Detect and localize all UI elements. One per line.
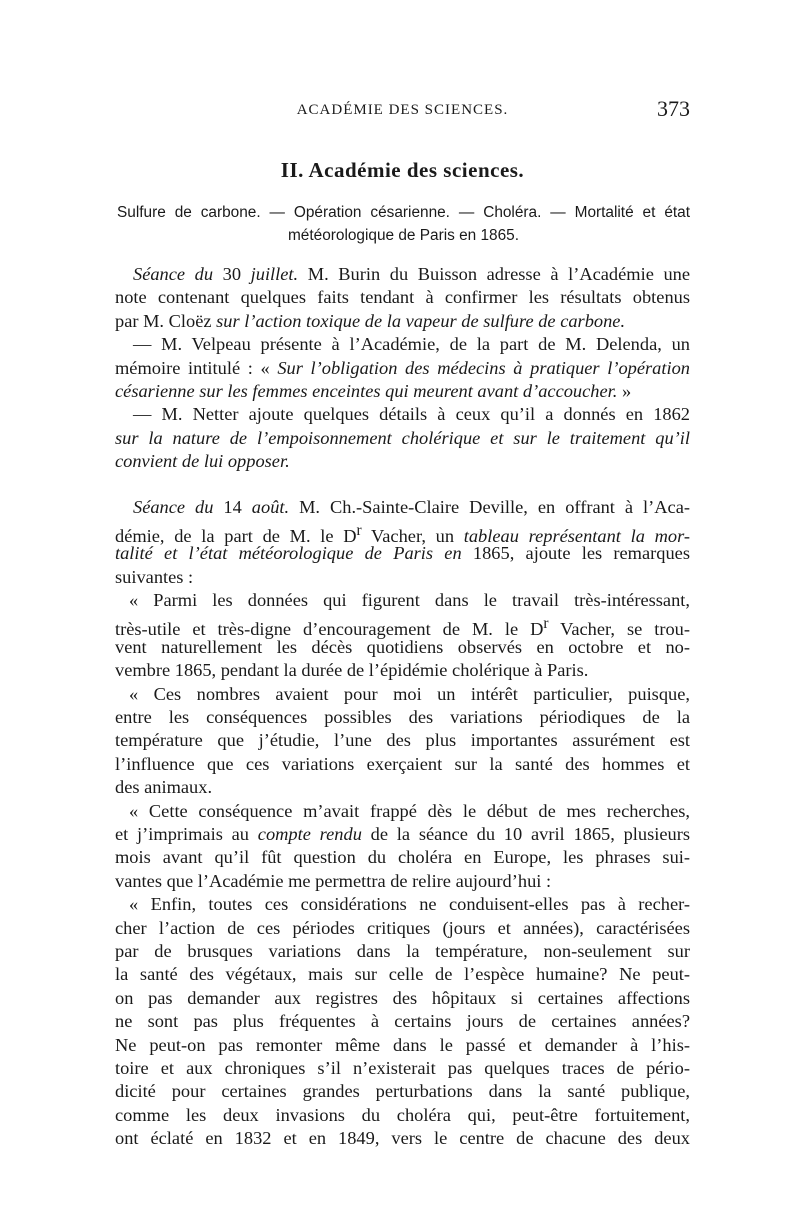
text-run: démie, de la part de M. le D bbox=[115, 526, 357, 547]
text-run: et j’imprimais au bbox=[115, 823, 258, 844]
text-line: comme les deux invasions du choléra qui, peut-être fortuitement, bbox=[115, 1104, 690, 1125]
text-run: » bbox=[617, 380, 632, 401]
italic-title: Sur l’obligation des médecins à pratiquer l’opération bbox=[277, 357, 690, 378]
paragraph-seance-30-juillet bbox=[115, 263, 690, 333]
text-line: entre les conséquences possibles des variations périodiques de la bbox=[115, 707, 690, 728]
session-date-label: août. bbox=[251, 496, 290, 517]
text-run: M. Ch.-Sainte-Claire Deville, en offrant à l’Aca- bbox=[289, 496, 691, 517]
summary-line: météorologique de Paris en 1865. bbox=[287, 227, 520, 244]
text-line: cher l’action de ces périodes critiques (jours et années), caractérisées bbox=[115, 917, 690, 938]
text-run: par M. Cloëz bbox=[115, 310, 217, 331]
text-run: 14 bbox=[213, 496, 252, 517]
text-line: toire et aux chroniques s’il n’existerait pas quelques traces de pério- bbox=[115, 1057, 690, 1078]
text-line: vantes que l’Académie me permettra de relire aujourd’hui : bbox=[115, 870, 552, 891]
text-line: « Enfin, toutes ces considérations ne conduisent-elles pas à recher- bbox=[129, 894, 690, 915]
italic-title: compte rendu bbox=[257, 823, 362, 844]
italic-title: césarienne sur les femmes enceintes qui meurent avant d’accoucher. bbox=[115, 380, 618, 401]
text-run: mémoire intitulé : « bbox=[115, 357, 278, 378]
text-line: la santé des végétaux, mais sur celle de l’espèce humaine? Ne peut- bbox=[115, 964, 690, 985]
superscript: r bbox=[543, 615, 549, 633]
text-line: ne sont pas plus fréquentes à certains jours de certaines années? bbox=[115, 1011, 690, 1032]
body-text bbox=[115, 263, 690, 1150]
italic-title: sur la nature de l’empoisonnement cholérique et sur le traitement qu’il bbox=[115, 427, 690, 448]
italic-title: talité et l’état météorologique de Paris en bbox=[115, 543, 462, 564]
text-line bbox=[115, 823, 690, 846]
text-line: « Ces nombres avaient pour moi un intérêt particulier, puisque, bbox=[129, 683, 690, 704]
text-run: très-utile et très-digne d’encouragement de M. le D bbox=[115, 619, 544, 640]
text-line: — M. Netter ajoute quelques détails à ceux qu’il a donnés en 1862 bbox=[133, 404, 690, 425]
paragraph-gap bbox=[115, 474, 690, 496]
text-line: on pas demander aux registres des hôpitaux si certaines affections bbox=[115, 987, 690, 1008]
text-run: de la séance du 10 avril 1865, plusieurs bbox=[361, 823, 690, 844]
text-line: « Parmi les données qui figurent dans le travail très-intéressant, bbox=[129, 590, 690, 611]
text-line: suivantes : bbox=[115, 566, 194, 587]
session-date-label: Séance du bbox=[133, 264, 214, 284]
quote-paragraph bbox=[115, 683, 690, 800]
section-title: II. Académie des sciences. bbox=[280, 158, 525, 182]
text-line: l’influence que ces variations exerçaient sur la santé des hommes et bbox=[115, 753, 690, 774]
text-line bbox=[115, 310, 690, 333]
text-run: 1865, ajoute les remarques bbox=[461, 543, 690, 564]
summary-line: Sulfure de carbone. — Opération césarienne. — Choléra. — Mortalité et état bbox=[117, 204, 690, 221]
text-line: « Cette conséquence m’avait frappé dès le début de mes recherches, bbox=[129, 800, 690, 821]
text-run: M. Burin du Buisson adresse à l’Académie une bbox=[298, 264, 690, 284]
text-line: température que j’étudie, l’une des plus importantes assurément est bbox=[115, 730, 690, 751]
quote-paragraph bbox=[115, 589, 690, 683]
running-title: ACADÉMIE DES SCIENCES. bbox=[296, 102, 509, 118]
text-run: 30 bbox=[213, 264, 251, 284]
text-line: vent naturellement les décès quotidiens observés en octobre et no- bbox=[115, 636, 690, 657]
section-summary bbox=[117, 201, 690, 247]
text-line: note contenant quelques faits tendant à confirmer les résultats obtenus bbox=[115, 287, 690, 308]
running-head bbox=[115, 96, 690, 126]
text-line bbox=[115, 427, 690, 450]
paragraph-velpeau bbox=[115, 333, 690, 403]
text-line bbox=[115, 450, 690, 473]
quote-paragraph bbox=[115, 800, 690, 894]
superscript: r bbox=[356, 521, 362, 539]
session-date-label: Séance du bbox=[133, 496, 214, 517]
text-line: dicité pour certaines grandes perturbations dans la santé publique, bbox=[115, 1081, 690, 1102]
text-line: — M. Velpeau présente à l’Académie, de la part de M. Delenda, un bbox=[133, 334, 690, 355]
quote-paragraph bbox=[115, 893, 690, 1150]
text-line bbox=[115, 519, 690, 547]
text-line bbox=[115, 357, 690, 380]
text-line bbox=[115, 380, 690, 403]
italic-title: tableau représentant la mor- bbox=[463, 526, 690, 547]
text-line: par de brusques variations dans la température, non-seulement sur bbox=[115, 940, 690, 961]
text-line: mois avant qu’il fût question du choléra en Europe, les phrases sui- bbox=[115, 847, 690, 868]
text-line bbox=[115, 496, 690, 519]
paragraph-netter bbox=[115, 403, 690, 473]
text-run: Vacher, se trou- bbox=[548, 619, 690, 640]
page-number: 373 bbox=[657, 96, 690, 121]
italic-title: convient de lui opposer. bbox=[115, 451, 290, 472]
text-line: Ne peut-on pas remonter même dans le passé et demander à l’his- bbox=[115, 1034, 690, 1055]
text-line: vembre 1865, pendant la durée de l’épidémie cholérique à Paris. bbox=[115, 660, 589, 681]
text-line: des animaux. bbox=[115, 777, 213, 798]
text-run: Vacher, un bbox=[361, 526, 464, 547]
italic-title: sur l’action toxique de la vapeur de sulfure de carbone. bbox=[216, 310, 626, 331]
text-line bbox=[115, 612, 690, 640]
text-line: ont éclaté en 1832 et en 1849, vers le centre de chacune des deux bbox=[115, 1128, 690, 1149]
session-date-label: juillet. bbox=[250, 264, 299, 284]
text-line bbox=[115, 542, 690, 565]
paragraph-seance-14-aout bbox=[115, 496, 690, 590]
text-line bbox=[115, 263, 690, 286]
